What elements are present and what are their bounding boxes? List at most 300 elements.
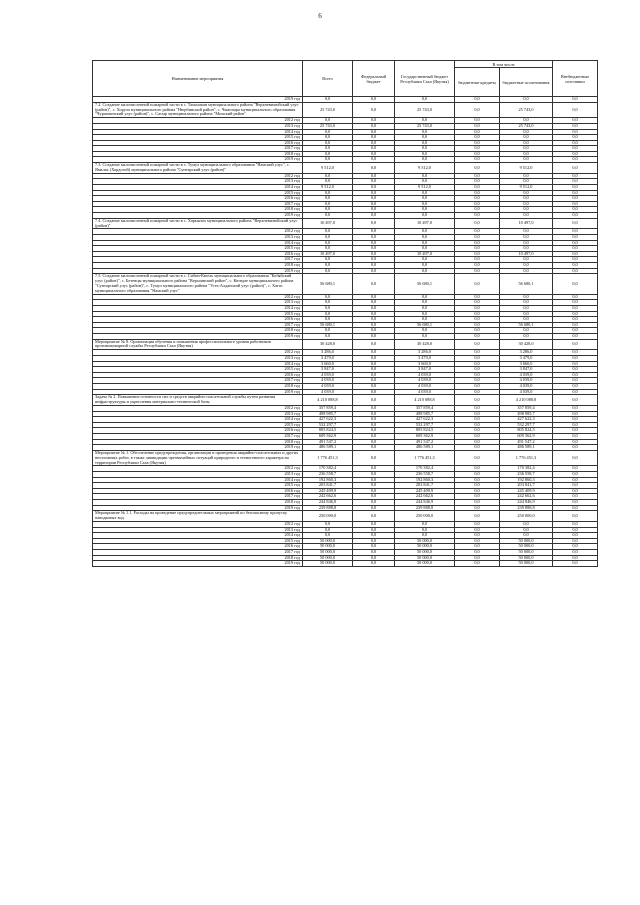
cell-credits: 0,0 <box>455 294 500 300</box>
cell-extrabudget: 0,0 <box>553 146 598 152</box>
cell-credits: 0,0 <box>455 190 500 196</box>
cell-state: 3 286,0 <box>395 350 455 356</box>
cell-total: 0,0 <box>303 118 353 124</box>
cell-state: 0,0 <box>395 235 455 241</box>
cell-credits: 0,0 <box>455 163 500 174</box>
cell-state: 0,0 <box>395 151 455 157</box>
cell-federal: 0,0 <box>353 355 395 361</box>
cell-credits: 0,0 <box>455 483 500 489</box>
cell-allocations: 532 297,7 <box>500 422 553 428</box>
cell-allocations: 498 985,7 <box>500 411 553 417</box>
header-credits: бюджетные кредиты <box>455 68 500 97</box>
cell-allocations: 0,0 <box>500 129 553 135</box>
cell-federal: 0,0 <box>353 445 395 451</box>
cell-federal: 0,0 <box>353 240 395 246</box>
cell-credits: 0,0 <box>455 123 500 129</box>
cell-allocations: 10 497,0 <box>500 218 553 229</box>
cell-extrabudget: 0,0 <box>553 561 598 567</box>
cell-allocations: 3 847,0 <box>500 367 553 373</box>
cell-federal: 0,0 <box>353 163 395 174</box>
year-label-cell: 2019 год <box>93 505 303 511</box>
cell-total: 427 622,3 <box>303 417 353 423</box>
cell-extrabudget: 0,0 <box>553 372 598 378</box>
cell-allocations: 0,0 <box>500 97 553 103</box>
cell-total: 0,0 <box>303 311 353 317</box>
cell-credits: 0,0 <box>455 389 500 395</box>
cell-allocations: 244 846,9 <box>500 499 553 505</box>
cell-state: 50 000,0 <box>395 544 455 550</box>
cell-total: 498 985,7 <box>303 411 353 417</box>
cell-allocations: 0,0 <box>500 196 553 202</box>
cell-extrabudget: 0,0 <box>553 466 598 472</box>
cell-allocations: 30 428,0 <box>500 339 553 350</box>
cell-total: 609 362,9 <box>303 433 353 439</box>
cell-extrabudget: 0,0 <box>553 294 598 300</box>
header-state: Государственный бюджет Республики Саха (Якутия) <box>395 61 455 97</box>
cell-federal: 0,0 <box>353 411 395 417</box>
cell-extrabudget: 0,0 <box>553 477 598 483</box>
cell-state: 0,0 <box>395 268 455 274</box>
cell-allocations: 357 859,4 <box>500 405 553 411</box>
cell-allocations: 245 409,9 <box>500 488 553 494</box>
cell-extrabudget: 0,0 <box>553 268 598 274</box>
cell-credits: 0,0 <box>455 118 500 124</box>
cell-allocations: 9 512,0 <box>500 163 553 174</box>
cell-allocations: 203 841,7 <box>500 483 553 489</box>
cell-credits: 0,0 <box>455 511 500 522</box>
cell-allocations: 0,0 <box>500 533 553 539</box>
header-total: Всего <box>303 61 353 97</box>
year-label-cell: 2016 год <box>93 317 303 323</box>
cell-allocations: 50 000,0 <box>500 549 553 555</box>
cell-allocations: 0,0 <box>500 146 553 152</box>
cell-federal: 0,0 <box>353 383 395 389</box>
year-label-cell: 2019 год <box>93 445 303 451</box>
cell-federal: 0,0 <box>353 218 395 229</box>
cell-state: 532 297,7 <box>395 422 455 428</box>
cell-federal: 0,0 <box>353 179 395 185</box>
cell-state: 1 776 451,3 <box>395 450 455 466</box>
cell-total: 0,0 <box>303 294 353 300</box>
cell-allocations: 0,0 <box>500 306 553 312</box>
cell-extrabudget: 0,0 <box>553 129 598 135</box>
cell-total: 0,0 <box>303 263 353 269</box>
cell-total: 0,0 <box>303 201 353 207</box>
cell-state: 50 000,0 <box>395 561 455 567</box>
cell-credits: 0,0 <box>455 207 500 213</box>
cell-extrabudget: 0,0 <box>553 521 598 527</box>
cell-total: 0,0 <box>303 533 353 539</box>
cell-credits: 0,0 <box>455 439 500 445</box>
cell-state: 0,0 <box>395 533 455 539</box>
cell-credits: 0,0 <box>455 185 500 191</box>
cell-extrabudget: 0,0 <box>553 511 598 522</box>
year-label-cell: 2013 год <box>93 235 303 241</box>
cell-state: 0,0 <box>395 201 455 207</box>
section-name-cell: Мероприятие № 8. Организация обучения и повышения профессионального уровня работников противопожарной службы Республики Саха (Якутия) <box>93 339 303 350</box>
header-allocations: бюджетные ассигнования <box>500 68 553 97</box>
cell-extrabudget: 0,0 <box>553 102 598 118</box>
year-label-cell: 2014 год <box>93 361 303 367</box>
cell-federal: 0,0 <box>353 274 395 295</box>
cell-extrabudget: 0,0 <box>553 395 598 406</box>
cell-extrabudget: 0,0 <box>553 544 598 550</box>
cell-total: 9 512,0 <box>303 185 353 191</box>
year-label-cell: 2015 год <box>93 135 303 141</box>
cell-federal: 0,0 <box>353 417 395 423</box>
cell-federal: 0,0 <box>353 549 395 555</box>
cell-federal: 0,0 <box>353 300 395 306</box>
cell-credits: 0,0 <box>455 173 500 179</box>
cell-state: 0,0 <box>395 527 455 533</box>
cell-extrabudget: 0,0 <box>553 123 598 129</box>
year-label-cell: 2018 год <box>93 499 303 505</box>
cell-extrabudget: 0,0 <box>553 263 598 269</box>
cell-federal: 0,0 <box>353 367 395 373</box>
cell-federal: 0,0 <box>353 251 395 257</box>
cell-extrabudget: 0,0 <box>553 235 598 241</box>
cell-extrabudget: 0,0 <box>553 306 598 312</box>
section-row <box>93 163 598 174</box>
cell-credits: 0,0 <box>455 544 500 550</box>
cell-allocations: 0,0 <box>500 257 553 263</box>
year-label-cell: 2018 год <box>93 328 303 334</box>
cell-federal: 0,0 <box>353 196 395 202</box>
year-label-cell: 2018 год <box>93 263 303 269</box>
cell-federal: 0,0 <box>353 505 395 511</box>
cell-credits: 0,0 <box>455 102 500 118</box>
cell-state: 0,0 <box>395 317 455 323</box>
cell-allocations: 4 039,0 <box>500 372 553 378</box>
cell-total: 4 039,0 <box>303 372 353 378</box>
year-label-cell: 2013 год <box>93 527 303 533</box>
cell-allocations: 4 210 088,8 <box>500 395 553 406</box>
cell-credits: 0,0 <box>455 521 500 527</box>
cell-credits: 0,0 <box>455 561 500 567</box>
cell-allocations: 50 000,0 <box>500 544 553 550</box>
cell-federal: 0,0 <box>353 129 395 135</box>
year-label-cell: 2016 год <box>93 488 303 494</box>
cell-credits: 0,0 <box>455 350 500 356</box>
cell-total: 3 660,0 <box>303 361 353 367</box>
cell-credits: 0,0 <box>455 372 500 378</box>
cell-credits: 0,0 <box>455 472 500 478</box>
year-label-cell: 2016 год <box>93 196 303 202</box>
cell-allocations: 239 888,8 <box>500 505 553 511</box>
cell-total: 50 000,0 <box>303 549 353 555</box>
cell-credits: 0,0 <box>455 218 500 229</box>
year-label-cell: 2014 год <box>93 533 303 539</box>
cell-total: 0,0 <box>303 328 353 334</box>
cell-state: 203 841,7 <box>395 483 455 489</box>
cell-extrabudget: 0,0 <box>553 367 598 373</box>
cell-credits: 0,0 <box>455 317 500 323</box>
cell-federal: 0,0 <box>353 257 395 263</box>
cell-credits: 0,0 <box>455 157 500 163</box>
cell-credits: 0,0 <box>455 268 500 274</box>
cell-allocations: 0,0 <box>500 207 553 213</box>
cell-credits: 0,0 <box>455 196 500 202</box>
cell-extrabudget: 0,0 <box>553 173 598 179</box>
cell-allocations: 0,0 <box>500 179 553 185</box>
cell-extrabudget: 0,0 <box>553 355 598 361</box>
cell-total: 0,0 <box>303 196 353 202</box>
cell-extrabudget: 0,0 <box>553 118 598 124</box>
cell-allocations: 1 776 451,3 <box>500 450 553 466</box>
cell-credits: 0,0 <box>455 383 500 389</box>
year-label-cell: 2014 год <box>93 185 303 191</box>
cell-total: 0,0 <box>303 157 353 163</box>
cell-federal: 0,0 <box>353 350 395 356</box>
cell-total: 0,0 <box>303 235 353 241</box>
cell-state: 4 039,0 <box>395 378 455 384</box>
cell-federal: 0,0 <box>353 213 395 219</box>
cell-allocations: 0,0 <box>500 246 553 252</box>
year-label-cell: 2017 год <box>93 257 303 263</box>
cell-federal: 0,0 <box>353 361 395 367</box>
cell-credits: 0,0 <box>455 306 500 312</box>
cell-federal: 0,0 <box>353 494 395 500</box>
cell-state: 250 000,0 <box>395 511 455 522</box>
cell-total: 245 409,9 <box>303 488 353 494</box>
cell-total: 56 680,1 <box>303 274 353 295</box>
cell-total: 0,0 <box>303 257 353 263</box>
cell-allocations: 250 000,0 <box>500 511 553 522</box>
cell-federal: 0,0 <box>353 317 395 323</box>
cell-credits: 0,0 <box>455 129 500 135</box>
year-label-cell: 2018 год <box>93 151 303 157</box>
cell-total: 0,0 <box>303 135 353 141</box>
cell-allocations: 0,0 <box>500 311 553 317</box>
cell-allocations: 0,0 <box>500 521 553 527</box>
cell-allocations: 427 622,3 <box>500 417 553 423</box>
cell-allocations: 56 680,1 <box>500 322 553 328</box>
cell-total: 532 297,7 <box>303 422 353 428</box>
year-label-cell: 2015 год <box>93 246 303 252</box>
cell-credits: 0,0 <box>455 494 500 500</box>
cell-federal: 0,0 <box>353 439 395 445</box>
year-label-cell: 2016 год <box>93 372 303 378</box>
cell-extrabudget: 0,0 <box>553 494 598 500</box>
cell-total: 491 547,2 <box>303 439 353 445</box>
cell-allocations: 3 479,0 <box>500 355 553 361</box>
cell-federal: 0,0 <box>353 378 395 384</box>
cell-allocations: 0,0 <box>500 229 553 235</box>
cell-federal: 0,0 <box>353 499 395 505</box>
cell-total: 50 000,0 <box>303 555 353 561</box>
cell-state: 56 680,1 <box>395 322 455 328</box>
cell-total: 56 680,1 <box>303 322 353 328</box>
year-label-cell: 2019 год <box>93 333 303 339</box>
cell-extrabudget: 0,0 <box>553 527 598 533</box>
cell-state: 0,0 <box>395 240 455 246</box>
cell-federal: 0,0 <box>353 311 395 317</box>
cell-federal: 0,0 <box>353 97 395 103</box>
cell-total: 805 824,5 <box>303 428 353 434</box>
cell-extrabudget: 0,0 <box>553 190 598 196</box>
cell-extrabudget: 0,0 <box>553 417 598 423</box>
cell-state: 609 362,9 <box>395 433 455 439</box>
cell-total: 239 888,8 <box>303 505 353 511</box>
cell-credits: 0,0 <box>455 179 500 185</box>
cell-total: 170 382,4 <box>303 466 353 472</box>
cell-total: 0,0 <box>303 229 353 235</box>
cell-credits: 0,0 <box>455 257 500 263</box>
cell-credits: 0,0 <box>455 549 500 555</box>
cell-total: 0,0 <box>303 151 353 157</box>
cell-state: 0,0 <box>395 328 455 334</box>
section-name-cell: Мероприятие № 1. Обеспечение предупреждения, организации и проведения аварийно-спасательных и других неотложных работ, в также ликвидации чрезвычайных ситуаций природного и техногенного характера на территории Республики Саха (Якутия) <box>93 450 303 466</box>
page-number: 6 <box>318 12 322 20</box>
cell-total: 0,0 <box>303 521 353 527</box>
cell-allocations: 3 660,0 <box>500 361 553 367</box>
cell-total: 4 039,0 <box>303 389 353 395</box>
section-row <box>93 274 598 295</box>
cell-total: 0,0 <box>303 306 353 312</box>
cell-extrabudget: 0,0 <box>553 378 598 384</box>
cell-allocations: 4 039,0 <box>500 383 553 389</box>
cell-extrabudget: 0,0 <box>553 445 598 451</box>
cell-total: 3 847,0 <box>303 367 353 373</box>
cell-state: 0,0 <box>395 129 455 135</box>
year-label-cell: 2019 год <box>93 389 303 395</box>
cell-state: 0,0 <box>395 146 455 152</box>
cell-credits: 0,0 <box>455 417 500 423</box>
cell-total: 0,0 <box>303 129 353 135</box>
section-name-cell: Мероприятие № 1.1. Расходы на проведение предупредительных мероприятий по безопасному пропуску паводковых вод <box>93 511 303 522</box>
cell-state: 0,0 <box>395 257 455 263</box>
cell-federal: 0,0 <box>353 483 395 489</box>
section-row <box>93 218 598 229</box>
cell-state: 4 039,0 <box>395 389 455 395</box>
cell-credits: 0,0 <box>455 240 500 246</box>
cell-total: 357 859,4 <box>303 405 353 411</box>
year-label-cell: 2015 год <box>93 367 303 373</box>
cell-allocations: 0,0 <box>500 527 553 533</box>
year-label-cell: 2019 год <box>93 213 303 219</box>
cell-total: 486 589,1 <box>303 445 353 451</box>
cell-allocations: 0,0 <box>500 317 553 323</box>
cell-total: 0,0 <box>303 268 353 274</box>
cell-allocations: 56 680,1 <box>500 274 553 295</box>
cell-allocations: 170 382,4 <box>500 466 553 472</box>
cell-allocations: 9 512,0 <box>500 185 553 191</box>
cell-federal: 0,0 <box>353 118 395 124</box>
cell-state: 3 660,0 <box>395 361 455 367</box>
cell-extrabudget: 0,0 <box>553 472 598 478</box>
cell-total: 0,0 <box>303 527 353 533</box>
cell-allocations: 50 000,0 <box>500 555 553 561</box>
cell-federal: 0,0 <box>353 185 395 191</box>
year-label-cell: 2015 год <box>93 538 303 544</box>
cell-total: 25 743,0 <box>303 102 353 118</box>
cell-total: 250 000,0 <box>303 511 353 522</box>
cell-total: 244 846,9 <box>303 499 353 505</box>
cell-state: 805 824,5 <box>395 428 455 434</box>
cell-state: 0,0 <box>395 118 455 124</box>
cell-allocations: 0,0 <box>500 190 553 196</box>
cell-extrabudget: 0,0 <box>553 488 598 494</box>
cell-state: 4 039,0 <box>395 372 455 378</box>
cell-credits: 0,0 <box>455 361 500 367</box>
cell-credits: 0,0 <box>455 499 500 505</box>
cell-federal: 0,0 <box>353 333 395 339</box>
cell-extrabudget: 0,0 <box>553 549 598 555</box>
year-label-cell: 2014 год <box>93 477 303 483</box>
cell-state: 170 382,4 <box>395 466 455 472</box>
cell-federal: 0,0 <box>353 322 395 328</box>
cell-extrabudget: 0,0 <box>553 389 598 395</box>
cell-allocations: 50 000,0 <box>500 538 553 544</box>
cell-state: 245 409,9 <box>395 488 455 494</box>
cell-allocations: 10 497,0 <box>500 251 553 257</box>
cell-state: 0,0 <box>395 229 455 235</box>
cell-credits: 0,0 <box>455 311 500 317</box>
cell-credits: 0,0 <box>455 135 500 141</box>
cell-federal: 0,0 <box>353 555 395 561</box>
cell-state: 3 479,0 <box>395 355 455 361</box>
cell-total: 0,0 <box>303 190 353 196</box>
cell-state: 0,0 <box>395 311 455 317</box>
cell-extrabudget: 0,0 <box>553 135 598 141</box>
cell-federal: 0,0 <box>353 372 395 378</box>
cell-state: 25 743,0 <box>395 102 455 118</box>
cell-state: 0,0 <box>395 190 455 196</box>
cell-credits: 0,0 <box>455 428 500 434</box>
cell-total: 1 776 451,3 <box>303 450 353 466</box>
cell-federal: 0,0 <box>353 544 395 550</box>
cell-allocations: 0,0 <box>500 201 553 207</box>
cell-allocations: 0,0 <box>500 263 553 269</box>
cell-extrabudget: 0,0 <box>553 97 598 103</box>
cell-extrabudget: 0,0 <box>553 350 598 356</box>
cell-total: 0,0 <box>303 173 353 179</box>
cell-total: 0,0 <box>303 97 353 103</box>
cell-extrabudget: 0,0 <box>553 433 598 439</box>
cell-extrabudget: 0,0 <box>553 533 598 539</box>
year-label-cell: 2017 год <box>93 494 303 500</box>
cell-allocations: 0,0 <box>500 328 553 334</box>
cell-credits: 0,0 <box>455 533 500 539</box>
cell-credits: 0,0 <box>455 322 500 328</box>
cell-federal: 0,0 <box>353 538 395 544</box>
cell-credits: 0,0 <box>455 445 500 451</box>
cell-credits: 0,0 <box>455 300 500 306</box>
cell-federal: 0,0 <box>353 488 395 494</box>
cell-allocations: 236 558,7 <box>500 472 553 478</box>
cell-extrabudget: 0,0 <box>553 274 598 295</box>
cell-state: 3 847,0 <box>395 367 455 373</box>
cell-extrabudget: 0,0 <box>553 218 598 229</box>
year-label-cell: 2017 год <box>93 146 303 152</box>
section-row <box>93 395 598 406</box>
cell-total: 0,0 <box>303 317 353 323</box>
cell-federal: 0,0 <box>353 389 395 395</box>
cell-federal: 0,0 <box>353 157 395 163</box>
cell-state: 10 497,0 <box>395 218 455 229</box>
cell-credits: 0,0 <box>455 422 500 428</box>
cell-total: 4 039,0 <box>303 383 353 389</box>
cell-allocations: 4 039,0 <box>500 389 553 395</box>
cell-extrabudget: 0,0 <box>553 201 598 207</box>
cell-extrabudget: 0,0 <box>553 328 598 334</box>
year-label-cell: 2016 год <box>93 544 303 550</box>
section-row <box>93 511 598 522</box>
cell-total: 236 558,7 <box>303 472 353 478</box>
cell-total: 9 512,0 <box>303 163 353 174</box>
cell-federal: 0,0 <box>353 472 395 478</box>
cell-state: 4 210 088,8 <box>395 395 455 406</box>
